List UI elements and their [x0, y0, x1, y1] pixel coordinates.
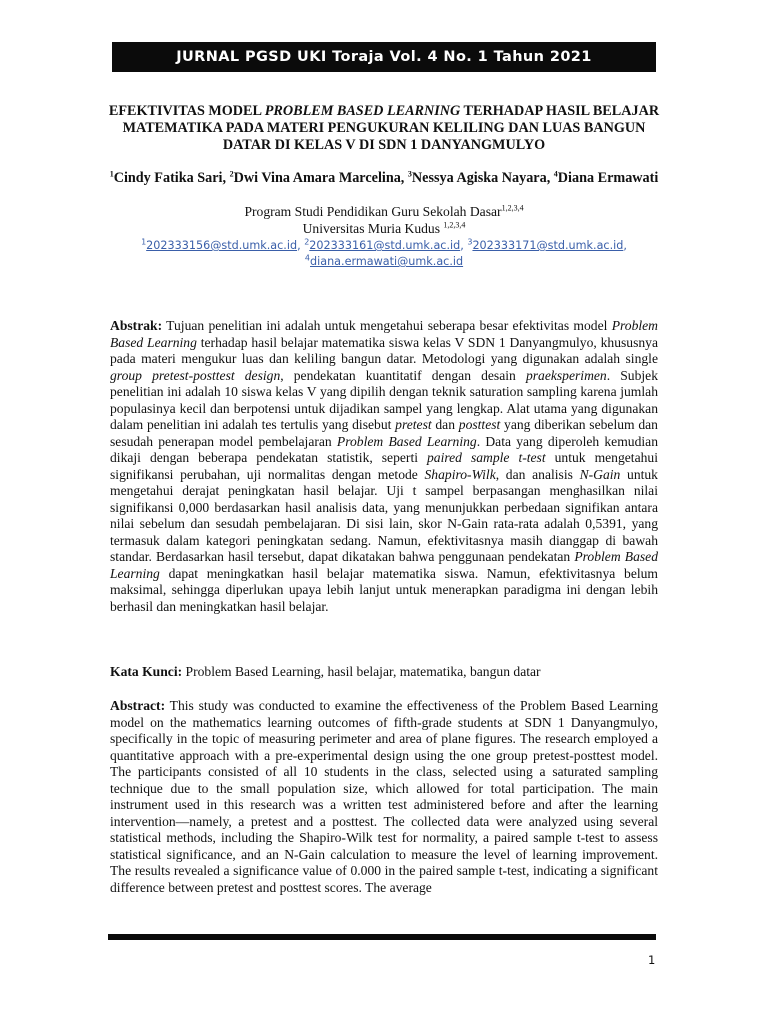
program-line: Program Studi Pendidikan Guru Sekolah Dasar$^{1,2,3,4}$ [244, 203, 524, 219]
paper-title: EFEKTIVITAS MODEL PROBLEM BASED LEARNING TERHADAP HASIL BELAJAR MATEMATIKA PADA MATERI PENGUKURAN KELILING DAN LUAS BANGUN DATAR DI KELAS V DI SDN 1 DANYANGMULYO [108, 103, 660, 153]
email-link[interactable]: diana.ermawati@umk.ac.id [310, 255, 464, 268]
abstract-english-paragraph: Abstract: This study was conducted to examine the effectiveness of the Problem Based Learning model on the mathematics learning outcomes of fifth-grade students at SDN 1 Danyangmulyo, specifically in the topic of measuring perimeter and area of plane figures. The research employed a quantitative approach with a pre-experimental design using the one group pretest-posttest model. The participants consisted of all 10 students in the class, selected using a saturated sampling technique due to the small population size, which allowed for total participation. The main instrument used in this research was a written test administered before and after the learning intervention—namely, a pretest and a posttest. The collected data were analyzed using several statistical methods, including the Shapiro-Wilk test for normality, a paired sample t-test to assess statistical significance, and an N-Gain calculation to measure the level of learning improvement. The results revealed a significance value of 0.000 in the paired sample t-test, indicating a significant difference between pretest and posttest scores. The average [110, 698, 658, 895]
author-list: $^1$Cindy Fatika Sari, $^2$Dwi Vina Amara Marcelina, $^3$Nessya Agiska Nayara, $^4$Diana Ermawati [109, 169, 659, 186]
page-number: 1 [648, 953, 656, 967]
author-name: Diana Ermawati [557, 170, 659, 186]
author-name: Dwi Vina Amara Marcelina, [233, 170, 408, 186]
email-link[interactable]: 202333171@std.umk.ac.id [472, 239, 624, 252]
email-link[interactable]: 202333161@std.umk.ac.id [309, 239, 461, 252]
journal-header: JURNAL PGSD UKI Toraja Vol. 4 No. 1 Tahun 2021 [112, 42, 656, 72]
keywords-paragraph: Kata Kunci: Problem Based Learning, hasil belajar, matematika, bangun datar [110, 664, 541, 679]
university-line: Universitas Muria Kudus $^{1,2,3,4}$ [302, 219, 466, 236]
author-name: Cindy Fatika Sari, [113, 170, 230, 186]
affiliation [108, 204, 660, 237]
author-name: Nessya Agiska Nayara, [411, 170, 554, 186]
email-link[interactable]: 202333156@std.umk.ac.id [146, 239, 298, 252]
email-list: $^1$202333156@std.umk.ac.id, $^2$202333161@std.umk.ac.id, $^3$202333171@std.umk.ac.id, $^4$diana.ermawati@umk.ac.id [141, 237, 627, 268]
footer-rule [108, 934, 656, 940]
abstrak-paragraph: Abstrak: Tujuan penelitian ini adalah untuk mengetahui seberapa besar efektivitas model Problem Based Learning terhadap hasil belajar matematika siswa kelas V SDN 1 Danyangmulyo, khususnya pada materi mengukur luas dan keliling bangun datar. Metodologi yang digunakan adalah single group pretest-posttest design, pendekatan kuantitatif dengan desain praeksperimen. Subjek penelitian ini adalah 10 siswa kelas V yang dipilih dengan teknik saturation sampling karena jumlah populasinya kecil dan berpotensi untuk dijadikan sampel yang lengkap. Alat utama yang digunakan dalam penelitian ini adalah tes tertulis yang disebut pretest dan posttest yang diberikan sebelum dan sesudah penerapan model pembelajaran Problem Based Learning. Data yang diperoleh kemudian dikaji dengan beberapa pendekatan statistik, seperti paired sample t-test untuk mengetahui signifikansi perubahan, uji normalitas dengan metode Shapiro-Wilk, dan analisis N-Gain untuk mengetahui derajat peningkatan hasil belajar. Uji t sampel berpasangan menghasilkan nilai signifikansi 0,000 berdasarkan hasil analisis data, yang menunjukkan perbedaan signifikan antara nilai sebelum dan sesudah pembelajaran. Di sisi lain, skor N-Gain rata-rata adalah 0,5391, yang termasuk dalam kategori peningkatan sedang. Namun, efektivitasnya masih dianggap di bawah standar. Berdasarkan hasil tersebut, dapat dikatakan bahwa penggunaan pendekatan Problem Based Learning dapat meningkatkan hasil belajar matematika siswa. Namun, efektivitasnya belum maksimal, sehingga diperlukan upaya lebih lanjut untuk menerapkan paradigma ini dengan lebih berhasil dan meningkatkan hasil belajar. [110, 318, 659, 614]
